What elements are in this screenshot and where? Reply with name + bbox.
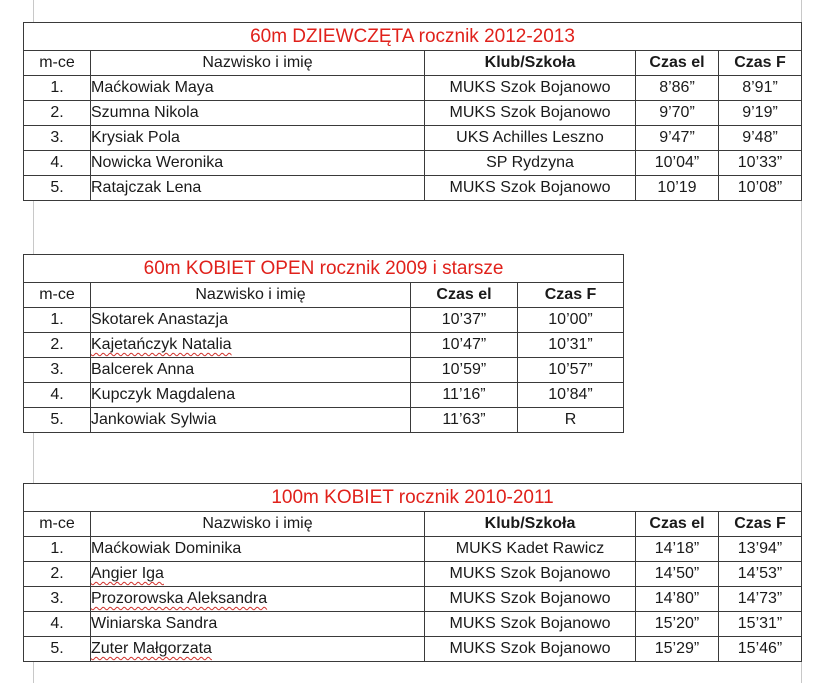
header-time-final: Czas F [719,51,802,76]
place-cell: 5. [24,408,91,433]
table-row [24,562,802,587]
time-heat-cell: 9’47” [636,126,719,151]
time-final-cell: 15’31” [719,612,802,637]
place-cell: 1. [24,308,91,333]
name-cell: Nowicka Weronika [91,151,425,176]
table-title: 60m KOBIET OPEN rocznik 2009 i starsze [24,255,624,283]
header-time-final: Czas F [719,512,802,537]
club-cell: MUKS Szok Bojanowo [425,562,636,587]
name-cell: Kupczyk Magdalena [91,383,411,408]
club-cell: MUKS Szok Bojanowo [425,612,636,637]
place-cell: 2. [24,101,91,126]
place-cell: 1. [24,537,91,562]
results-table-60m-women-open [23,254,624,433]
time-heat-cell: 8’86” [636,76,719,101]
name-cell [91,562,425,587]
time-final-cell: 9’19” [719,101,802,126]
header-place: m-ce [24,512,91,537]
time-heat-cell: 10’47” [411,333,518,358]
name-cell [91,333,411,358]
table-row [24,408,624,433]
name-cell: Skotarek Anastazja [91,308,411,333]
time-heat-cell: 10’59” [411,358,518,383]
name-text: Zuter Małgorzata [91,640,212,657]
time-heat-cell: 10’04” [636,151,719,176]
table-row [24,358,624,383]
place-cell: 4. [24,383,91,408]
name-cell [91,637,425,662]
time-heat-cell: 15’20” [636,612,719,637]
place-cell: 3. [24,587,91,612]
place-cell: 3. [24,358,91,383]
time-final-cell: 10’31” [518,333,624,358]
header-place: m-ce [24,283,91,308]
table-row [24,537,802,562]
header-time-heat: Czas el [636,512,719,537]
time-final-cell: R [518,408,624,433]
table-row [24,126,802,151]
time-final-cell: 10’00” [518,308,624,333]
place-cell: 5. [24,176,91,201]
time-final-cell: 10’08” [719,176,802,201]
name-cell: Jankowiak Sylwia [91,408,411,433]
club-cell: MUKS Szok Bojanowo [425,587,636,612]
club-cell: MUKS Szok Bojanowo [425,637,636,662]
time-heat-cell: 15’29” [636,637,719,662]
header-time-final: Czas F [518,283,624,308]
table-title: 100m KOBIET rocznik 2010-2011 [24,484,802,512]
table-row [24,612,802,637]
place-cell: 2. [24,333,91,358]
table-row [24,333,624,358]
header-time-heat: Czas el [636,51,719,76]
club-cell: MUKS Kadet Rawicz [425,537,636,562]
header-name: Nazwisko i imię [91,51,425,76]
name-cell: Winiarska Sandra [91,612,425,637]
time-heat-cell: 14’80” [636,587,719,612]
club-cell: UKS Achilles Leszno [425,126,636,151]
table-row [24,383,624,408]
time-heat-cell: 9’70” [636,101,719,126]
time-final-cell: 10’84” [518,383,624,408]
place-cell: 3. [24,126,91,151]
time-heat-cell: 10’19 [636,176,719,201]
table-row [24,76,802,101]
table-row [24,176,802,201]
results-table-60m-girls [23,22,802,201]
club-cell: MUKS Szok Bojanowo [425,101,636,126]
table-row [24,637,802,662]
name-text: Prozorowska Aleksandra [91,590,268,607]
header-place: m-ce [24,51,91,76]
time-heat-cell: 14’50” [636,562,719,587]
place-cell: 2. [24,562,91,587]
table-row [24,151,802,176]
time-final-cell: 14’53” [719,562,802,587]
name-cell: Szumna Nikola [91,101,425,126]
time-final-cell: 14’73” [719,587,802,612]
name-cell: Balcerek Anna [91,358,411,383]
time-final-cell: 10’33” [719,151,802,176]
time-final-cell: 8’91” [719,76,802,101]
header-club: Klub/Szkoła [425,51,636,76]
place-cell: 4. [24,151,91,176]
header-time-heat: Czas el [411,283,518,308]
place-cell: 1. [24,76,91,101]
time-final-cell: 10’57” [518,358,624,383]
club-cell: SP Rydzyna [425,151,636,176]
name-text: Angier Iga [91,565,164,582]
results-table-100m-women [23,483,802,662]
time-heat-cell: 11’16” [411,383,518,408]
place-cell: 5. [24,637,91,662]
name-cell: Maćkowiak Maya [91,76,425,101]
name-cell: Maćkowiak Dominika [91,537,425,562]
table-row [24,308,624,333]
table-row [24,101,802,126]
club-cell: MUKS Szok Bojanowo [425,176,636,201]
club-cell: MUKS Szok Bojanowo [425,76,636,101]
table-row [24,587,802,612]
header-club: Klub/Szkoła [425,512,636,537]
time-heat-cell: 11’63” [411,408,518,433]
name-text: Kajetańczyk Natalia [91,336,232,353]
header-name: Nazwisko i imię [91,283,411,308]
name-cell: Krysiak Pola [91,126,425,151]
place-cell: 4. [24,612,91,637]
header-name: Nazwisko i imię [91,512,425,537]
time-heat-cell: 10’37” [411,308,518,333]
time-final-cell: 9’48” [719,126,802,151]
time-final-cell: 13’94” [719,537,802,562]
name-cell: Ratajczak Lena [91,176,425,201]
time-final-cell: 15’46” [719,637,802,662]
table-title: 60m DZIEWCZĘTA rocznik 2012-2013 [24,23,802,51]
time-heat-cell: 14’18” [636,537,719,562]
name-cell [91,587,425,612]
